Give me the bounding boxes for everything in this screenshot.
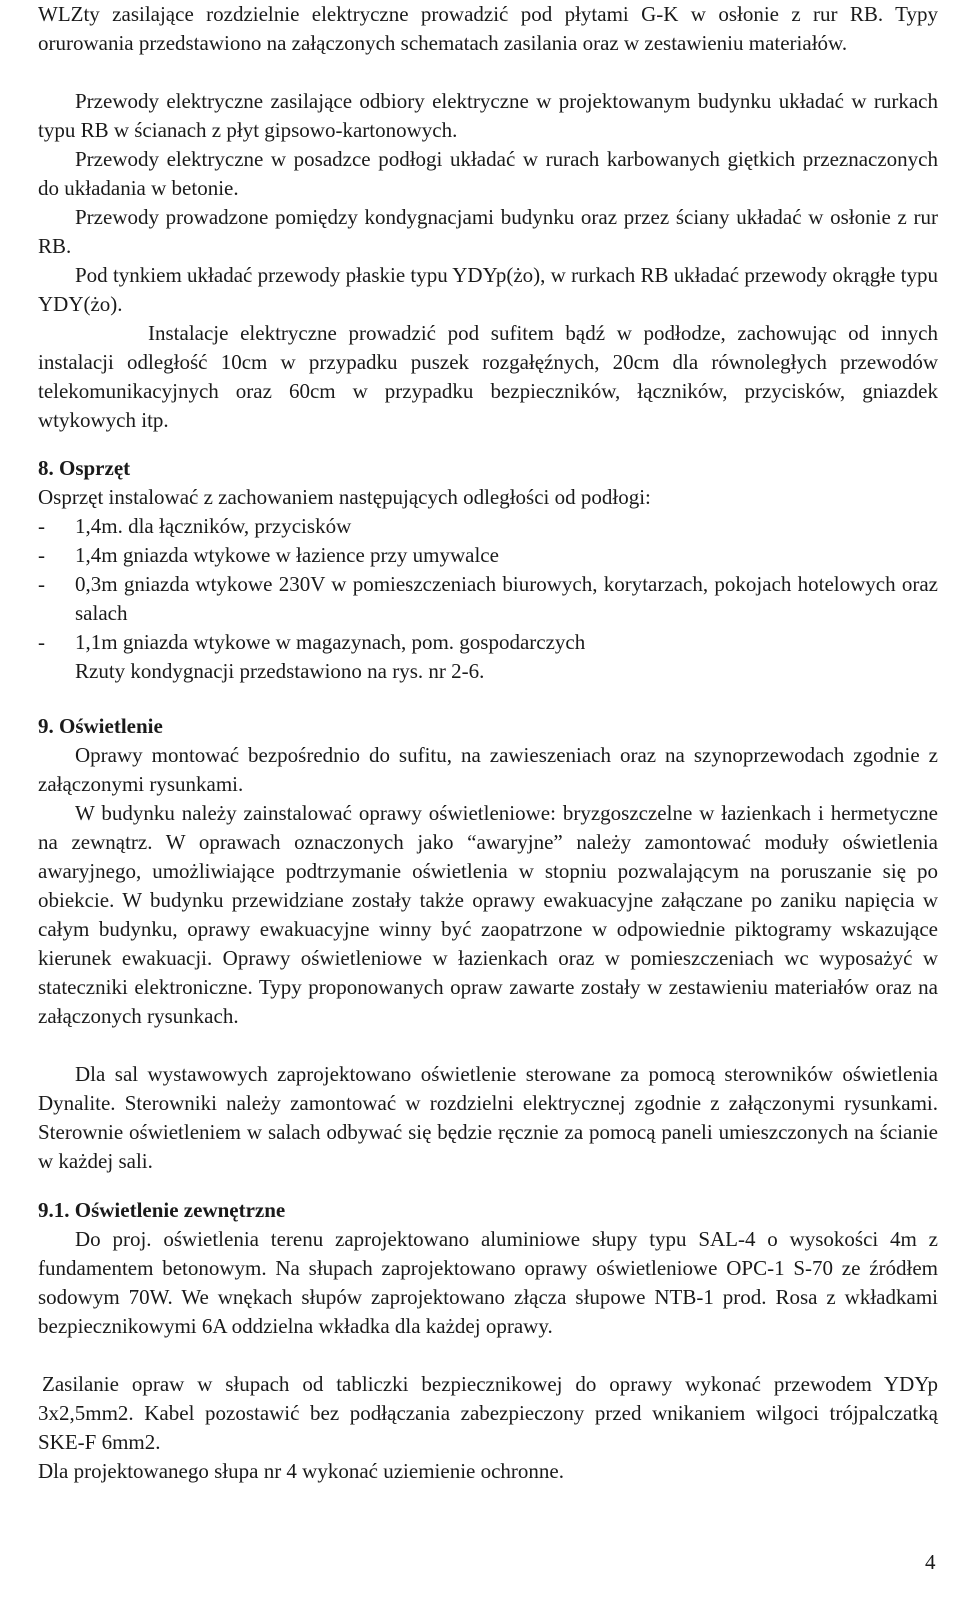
section-heading-9 (38, 712, 163, 741)
section-intro: Osprzęt instalować z zachowaniem następujących odległości od podłogi: (38, 485, 651, 509)
paragraph: WLZty zasilające rozdzielnie elektryczne prowadzić pod płytami G-K w osłonie z rur RB. Typy orurowania przedstawiono na załączonych schematach zasilania oraz w zestawieniu materiałów. (38, 2, 938, 55)
paragraph: Przewody elektryczne w posadzce podłogi układać w rurach karbowanych giętkich przeznaczonych do układania w betonie. (38, 147, 938, 200)
list-dash: - (38, 630, 45, 654)
paragraph: Do proj. oświetlenia terenu zaprojektowano aluminiowe słupy typu SAL-4 o wysokości 4m z fundamentem betonowym. Na słupach zaprojektowano oprawy oświetleniowe OPC-1 S-70 ze źródłem sodowym 70W. We wnękach słupów zaprojektowano złącza słupowe NTB-1 prod. Rosa z wkładkami bezpiecznikowymi 6A oddzielna wkładka dla każdej oprawy. (38, 1227, 938, 1338)
list-dash: - (38, 543, 45, 567)
paragraph: Zasilanie opraw w słupach od tabliczki bezpiecznikowej do oprawy wykonać przewodem YDYp 3x2,5mm2. Kabel pozostawić bez podłączania zabezpieczony przed wnikaniem wilgoci trójpalczatką SKE-F 6mm2. (38, 1372, 938, 1454)
paragraph: Instalacje elektryczne prowadzić pod sufitem bądź w podłodze, zachowując od innych instalacji odległość 10cm w przypadku puszek rozgałęźnych, 20cm dla równoległych przewodów telekomunikacyjnych oraz 60cm w przypadku bezpieczników, łączników, przycisków, gniazdek wtykowych itp. (38, 321, 938, 432)
paragraph: Dla sal wystawowych zaprojektowano oświetlenie sterowane za pomocą sterowników oświetlenia Dynalite. Sterowniki należy zamontować w rozdzielni elektrycznej zgodnie z załączonymi rysunkami. Sterownie oświetleniem w salach odbywać się będzie ręcznie za pomocą paneli umieszczonych na ścianie w każdej sali. (38, 1062, 938, 1173)
section-title: Oświetlenie (59, 714, 163, 738)
paragraph: Oprawy montować bezpośrednio do sufitu, na zawieszeniach oraz na szynoprzewodach zgodnie z załączonymi rysunkami. (38, 743, 938, 796)
page-number: 4 (925, 1550, 936, 1574)
section-number: 9. (38, 714, 54, 738)
section-number: 8. (38, 456, 54, 480)
paragraph: Pod tynkiem układać przewody płaskie typu YDYp(żo), w rurkach RB układać przewody okrągłe typu YDY(żo). (38, 263, 938, 316)
section-note: Rzuty kondygnacji przedstawiono na rys. nr 2-6. (75, 659, 485, 683)
section-heading-8 (38, 454, 130, 483)
section-number: 9.1. (38, 1198, 70, 1222)
section-title: Oświetlenie zewnętrzne (74, 1198, 286, 1222)
paragraph: Przewody prowadzone pomiędzy kondygnacjami budynku oraz przez ściany układać w osłonie z rur RB. (38, 205, 938, 258)
paragraph: Przewody elektryczne zasilające odbiory elektryczne w projektowanym budynku układać w rurkach typu RB w ścianach z płyt gipsowo-kartonowych. (38, 89, 938, 142)
section-title: Osprzęt (59, 456, 131, 480)
list-dash: - (38, 572, 45, 596)
paragraph: W budynku należy zainstalować oprawy oświetleniowe: bryzgoszczelne w łazienkach i hermetyczne na zewnątrz. W oprawach oznaczonych jako “awaryjne” należy zamontować moduły oświetlenia awaryjnego, umożliwiające podtrzymanie oświetlenia w stopniu pozwalającym na poruszanie się po obiekcie. W budynku przewidziane zostały także oprawy ewakuacyjne załączane po zaniku napięcia w całym budynku, oprawy ewakuacyjne winny być zaopatrzone w odpowiednie piktogramy wskazujące kierunek ewakuacji. Oprawy oświetleniowe w łazienkach oraz w pomieszczeniach wc wyposażyć w stateczniki elektroniczne. Typy proponowanych opraw zawarte zostały w zestawieniu materiałów oraz na załączonych rysunkach. (38, 801, 938, 1028)
paragraph: Dla projektowanego słupa nr 4 wykonać uziemienie ochronne. (38, 1459, 564, 1483)
document-page: WLZty zasilające rozdzielnie elektryczne prowadzić pod płytami G-K w osłonie z rur RB. Typy orurowania przedstawiono na załączonych schematach zasilania oraz w zestawieniu materiałów. Przewody elektryczne zasilające odbiory elektryczne w projektowanym budynku układać w rurkach typu RB w ścianach z płyt gipsowo-kartonowych. Przewody elektryczne w posadzce podłogi układać w rurach karbowanych giętkich przeznaczonych do układania w betonie. Przewody prowadzone pomiędzy kondygnacjami budynku oraz przez ściany układać w osłonie z rur RB. Pod tynkiem układać przewody płaskie typu YDYp(żo), w rurkach RB układać przewody okrągłe typu YDY(żo). Instalacje elektryczne prowadzić pod sufitem bądź w podłodze, zachowując od innych instalacji odległość 10cm w przypadku puszek rozgałęźnych, 20cm dla równoległych przewodów telekomunikacyjnych oraz 60cm w przypadku bezpieczników, łączników, przycisków, gniazdek wtykowych itp. 8. Osprzęt Osprzęt instalować z zachowaniem następujących odległości od podłogi: - 1,4m. dla łączników, przycisków - 1,4m gniazda wtykowe w łazience przy umywalce - 0,3m gniazda wtykowe 230V w pomieszczeniach biurowych, korytarzach, pokojach hotelowych oraz salach - 1,1m gniazda wtykowe w magazynach, pom. gospodarczych Rzuty kondygnacji przedstawiono na rys. nr 2-6. 9. Oświetlenie Oprawy montować bezpośrednio do sufitu, na zawieszeniach oraz na szynoprzewodach zgodnie z załączonymi rysunkami. W budynku należy zainstalować oprawy oświetleniowe: bryzgoszczelne w łazienkach i hermetyczne na zewnątrz. W oprawach oznaczonych jako “awaryjne” należy zamontować moduły oświetlenia awaryjnego, umożliwiające podtrzymanie oświetlenia w stopniu pozwalającym na poruszanie się po obiekcie. W budynku przewidziane zostały także oprawy ewakuacyjne załączane po zaniku napięcia w całym budynku, oprawy ewakuacyjne winny być zaopatrzone w odpowiednie piktogramy wskazujące kierunek ewakuacji. Oprawy oświetleniowe w łazienkach oraz w pomieszczeniach wc wyposażyć w stateczniki elektroniczne. Typy proponowanych opraw zawarte zostały w zestawieniu materiałów oraz na załączonych rysunkach. Dla sal wystawowych zaprojektowano oświetlenie sterowane za pomocą sterowników oświetlenia Dynalite. Sterowniki należy zamontować w rozdzielni elektrycznej zgodnie z załączonymi rysunkami. Sterownie oświetleniem w salach odbywać się będzie ręcznie za pomocą paneli umieszczonych na ścianie w każdej sali. 9.1. Oświetlenie zewnętrzne Do proj. oświetlenia terenu zaprojektowano aluminiowe słupy typu SAL-4 o wysokości 4m z fundamentem betonowym. Na słupach zaprojektowano oprawy oświetleniowe OPC-1 S-70 ze źródłem sodowym 70W. We wnękach słupów zaprojektowano złącza słupowe NTB-1 prod. Rosa z wkładkami bezpiecznikowymi 6A oddzielna wkładka dla każdej oprawy. Zasilanie opraw w słupach od tabliczki bezpiecznikowej do oprawy wykonać przewodem YDYp 3x2,5mm2. Kabel pozostawić bez podłączania zabezpieczony przed wnikaniem wilgoci trójpalczatką SKE-F 6mm2. Dla projektowanego słupa nr 4 wykonać uziemienie ochronne. 4 (0, 0, 960, 1600)
list-dash: - (38, 514, 45, 538)
section-heading-9-1 (38, 1196, 285, 1225)
